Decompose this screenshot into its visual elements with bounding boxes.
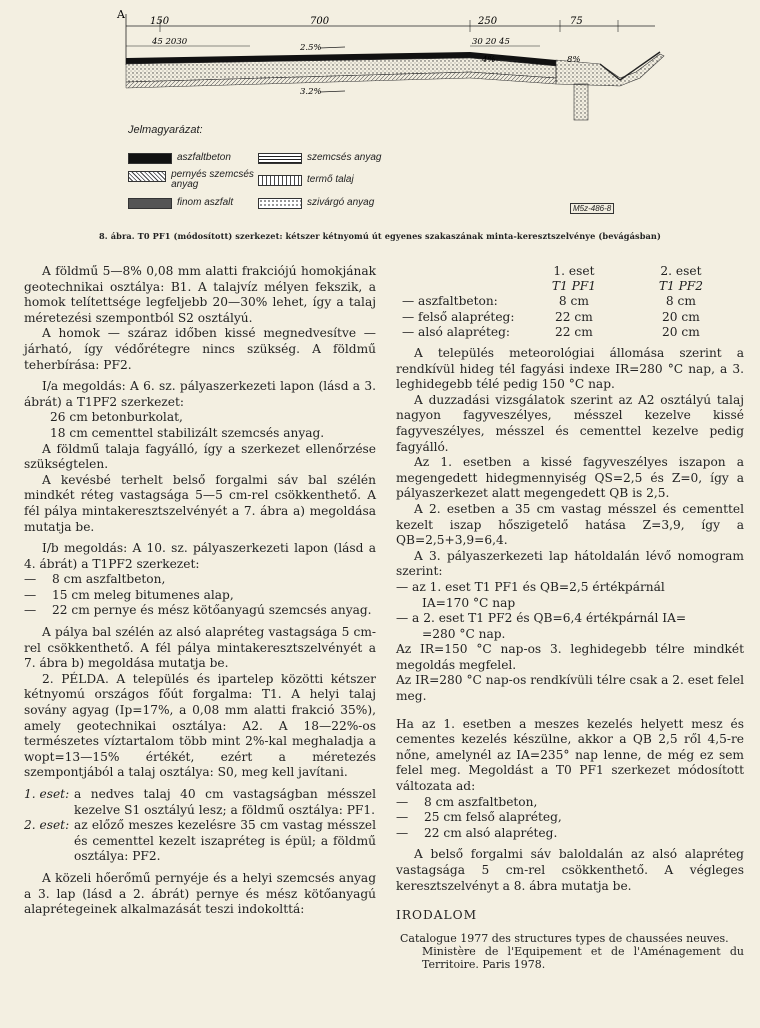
legend-drain: szivárgó anyag: [258, 197, 374, 209]
slope-8: 8%: [567, 55, 581, 65]
para: A földmű 5—8% 0,08 mm alatti frakciójú homokjának geotechnikai osztálya: B1. A talajvíz mélyen fekszik, a homok telítettsége legfeljebb 20—30% lehet, így a talaj méretezési szempontból S2 osztályú.: [24, 264, 376, 325]
table-row: — alsó alapréteg: 22 cm 20 cm: [402, 324, 700, 339]
nomogram-2-value: =280 °C nap.: [422, 626, 506, 641]
right-column: [396, 264, 744, 971]
slope-4: 4%: [482, 55, 496, 65]
para: A település meteorológiai állomása szerint a rendkívül hideg tél fagyási indexe IR=280 °C nap, a 3. leghidegebb télé pedig 150 °C nap.: [396, 346, 744, 392]
cross-section-figure: [0, 0, 760, 250]
drain-trench: [574, 84, 588, 120]
legend-asphalt: aszfaltbeton: [128, 152, 231, 164]
para: Az IR=280 °C nap-os rendkívüli télre csak a 2. eset felel meg.: [396, 673, 744, 704]
list-item: — 25 cm felső alapréteg,: [396, 810, 562, 825]
slope-3-2: 3.2%: [300, 87, 322, 97]
asphalt-swatch: [128, 153, 172, 164]
para: A duzzadási vizsgálatok szerint az A2 osztályú talaj nagyon fagyveszélyes, mésszel kezelve kissé fagyveszélyes, mésszel és cementtel kezelve pedig fagyálló.: [396, 392, 744, 454]
nomogram-2: — a 2. eset T1 PF2 és QB=6,4 értékpárnál IA=: [396, 611, 687, 626]
dim-700: 700: [310, 16, 330, 27]
dim-45-2030: 45 2030: [152, 37, 188, 47]
references-heading: IRODALOM: [396, 908, 478, 923]
axis-mark: A: [117, 8, 125, 21]
nomogram-1-value: IA=170 °C nap: [422, 595, 516, 610]
list-item: — 22 cm pernye és mész kötőanyagú szemcsés anyag.: [24, 603, 372, 618]
fine-asphalt-swatch: [128, 198, 172, 209]
para: A pálya bal szélén az alsó alapréteg vastagsága 5 cm-rel csökkenthető. A fél pálya mintakeresztszelvényét a 7. ábra b) megoldása mutatja be.: [24, 625, 376, 671]
case-2: 2. eset: az előző meszes kezelésre 35 cm vastag mésszel és cementtel kezelt iszapréteg is épül; a földmű osztálya: PF2.: [24, 818, 376, 864]
dim-150: 150: [150, 16, 170, 27]
table-row: — aszfaltbeton: 8 cm 8 cm: [402, 294, 696, 309]
dim-250: 250: [478, 16, 498, 27]
topsoil-swatch: [258, 175, 302, 186]
case-1: 1. eset: a nedves talaj 40 cm vastagságban mésszel kezelve S1 osztályú lesz; a földmű osztálya: PF1.: [24, 787, 376, 817]
list-item: 26 cm betonburkolat,: [50, 410, 183, 425]
drain-swatch: [258, 198, 302, 209]
legend-ash: pernyés szemcsés anyag: [128, 170, 268, 190]
list-item: — 8 cm aszfaltbeton,: [24, 572, 166, 587]
list-item: — 8 cm aszfaltbeton,: [396, 794, 538, 809]
figure-tag: M5z-486-8: [570, 203, 614, 214]
para-solution-ia: I/a megoldás: A 6. sz. pályaszerkezeti lapon (lásd a 3. ábrát) a T1PF2 szerkezet:: [24, 379, 376, 409]
para: A 3. pályaszerkezeti lap hátoldalán lévő nomogram szerint:: [396, 548, 744, 579]
dim-75: 75: [570, 16, 583, 27]
para: A kevésbé terhelt belső forgalmi sáv bal szélén mindkét réteg vastagsága 5—5 cm-rel csökkenthető. A fél pálya mintakeresztszelvényét a 7. ábra a) megoldása mutatja be.: [24, 472, 376, 534]
legend-fine: finom aszfalt: [128, 197, 233, 209]
list-item: 18 cm cementtel stabilizált szemcsés anyag.: [50, 425, 325, 440]
legend-gravel: szemcsés anyag: [258, 152, 381, 164]
para: A 2. esetben a 35 cm vastag mésszel és cementtel kezelt iszap hőszigetelő hatása Z=3,9, így a QB=2,5+3,9=6,4.: [396, 501, 744, 548]
ash-swatch: [128, 171, 166, 182]
dim-30-20-45: 30 20 45: [472, 37, 510, 47]
para: Az IR=150 °C nap-os 3. leghidegebb télre mindkét megoldás megfelel.: [396, 642, 744, 672]
table-row: — felső alapréteg: 22 cm 20 cm: [402, 309, 700, 324]
para: A belső forgalmi sáv baloldalán az alsó alapréteg vastagsága 5 cm-rel csökkenthető. A végleges keresztszelvényt a 8. ábra mutatja be.: [396, 847, 744, 893]
para: Ha az 1. esetben a meszes kezelés helyett mesz és cementes kezelés készülne, akkor a QB 2,5 ről 4,5-re nőne, amelynél az IA=235° nap lenne, de még ez sem felel meg. Megoldást a T0 PF1 szerkezet módosított változata ad:: [396, 716, 744, 794]
nomogram-1: — az 1. eset T1 PF1 és QB=2,5 értékpárnál: [396, 579, 665, 594]
cross-section-drawing: [0, 0, 760, 250]
legend-title: Jelmagyarázat:: [128, 124, 203, 136]
left-column: [24, 264, 376, 918]
legend-topsoil: termő talaj: [258, 174, 354, 186]
para: A homok — száraz időben kissé megnedvesítve — járható, így védőrétegre nincs szükség. A földmű teherbírása: PF2.: [24, 326, 376, 372]
para: Az 1. esetben a kissé fagyveszélyes iszapon a megengedett hidegmennyiség QS=2,5 és Z=0, így a pályaszerkezet alatt megengedett QB is 2,5.: [396, 455, 744, 501]
layer-comparison-table: 1. eset 2. eset T1 PF1 T1 PF2 — aszfaltbeton: 8 cm 8 cm — felső alapréteg: 22 cm 20 cm — alsó alapréteg: 22 cm 20 cm: [396, 264, 734, 340]
list-item: — 15 cm meleg bitumenes alap,: [24, 587, 234, 602]
para-solution-ib: I/b megoldás: A 10. sz. pályaszerkezeti lapon (lásd a 4. ábrát) a T1PF2 szerkezet:: [24, 541, 376, 571]
para: A földmű talaja fagyálló, így a szerkezet ellenőrzése szükségtelen.: [24, 441, 376, 472]
list-item: — 22 cm alsó alapréteg.: [396, 825, 558, 840]
gravel-swatch: [258, 153, 302, 164]
reference-entry: Catalogue 1977 des structures types de chaussées neuves. Ministère de l'Equipement et de l'Aménagement du Territoire. Paris 1978.: [400, 931, 744, 971]
para: A közeli hőerőmű pernyéje és a helyi szemcsés anyag a 3. lap (lásd a 2. ábrát) pernye és mész kötőanyagú alaprétegeinek alkalmazását teszi indokolttá:: [24, 870, 376, 917]
para-example-2: 2. PÉLDA. A település és ipartelep közötti kétszer kétnyomú országos főút forgalma: T1. A helyi talaj sovány agyag (Ip=17%, a 0,08 mm alatti frakció 35%), amely geotechnikai osztálya: A2. A 18—22%-os természetes víztartalom több mint 2%-kal meghaladja a wopt=13—15% értékét, ezért a méretezés szempontjából a talaj osztálya: S0, meg kell javítani.: [24, 671, 376, 780]
slope-2-5: 2.5%: [300, 43, 322, 53]
figure-caption: 8. ábra. T0 PF1 (módosított) szerkezet: kétszer kétnyomú út egyenes szakaszának minta-keresztszelvénye (bevágásban): [99, 231, 661, 241]
